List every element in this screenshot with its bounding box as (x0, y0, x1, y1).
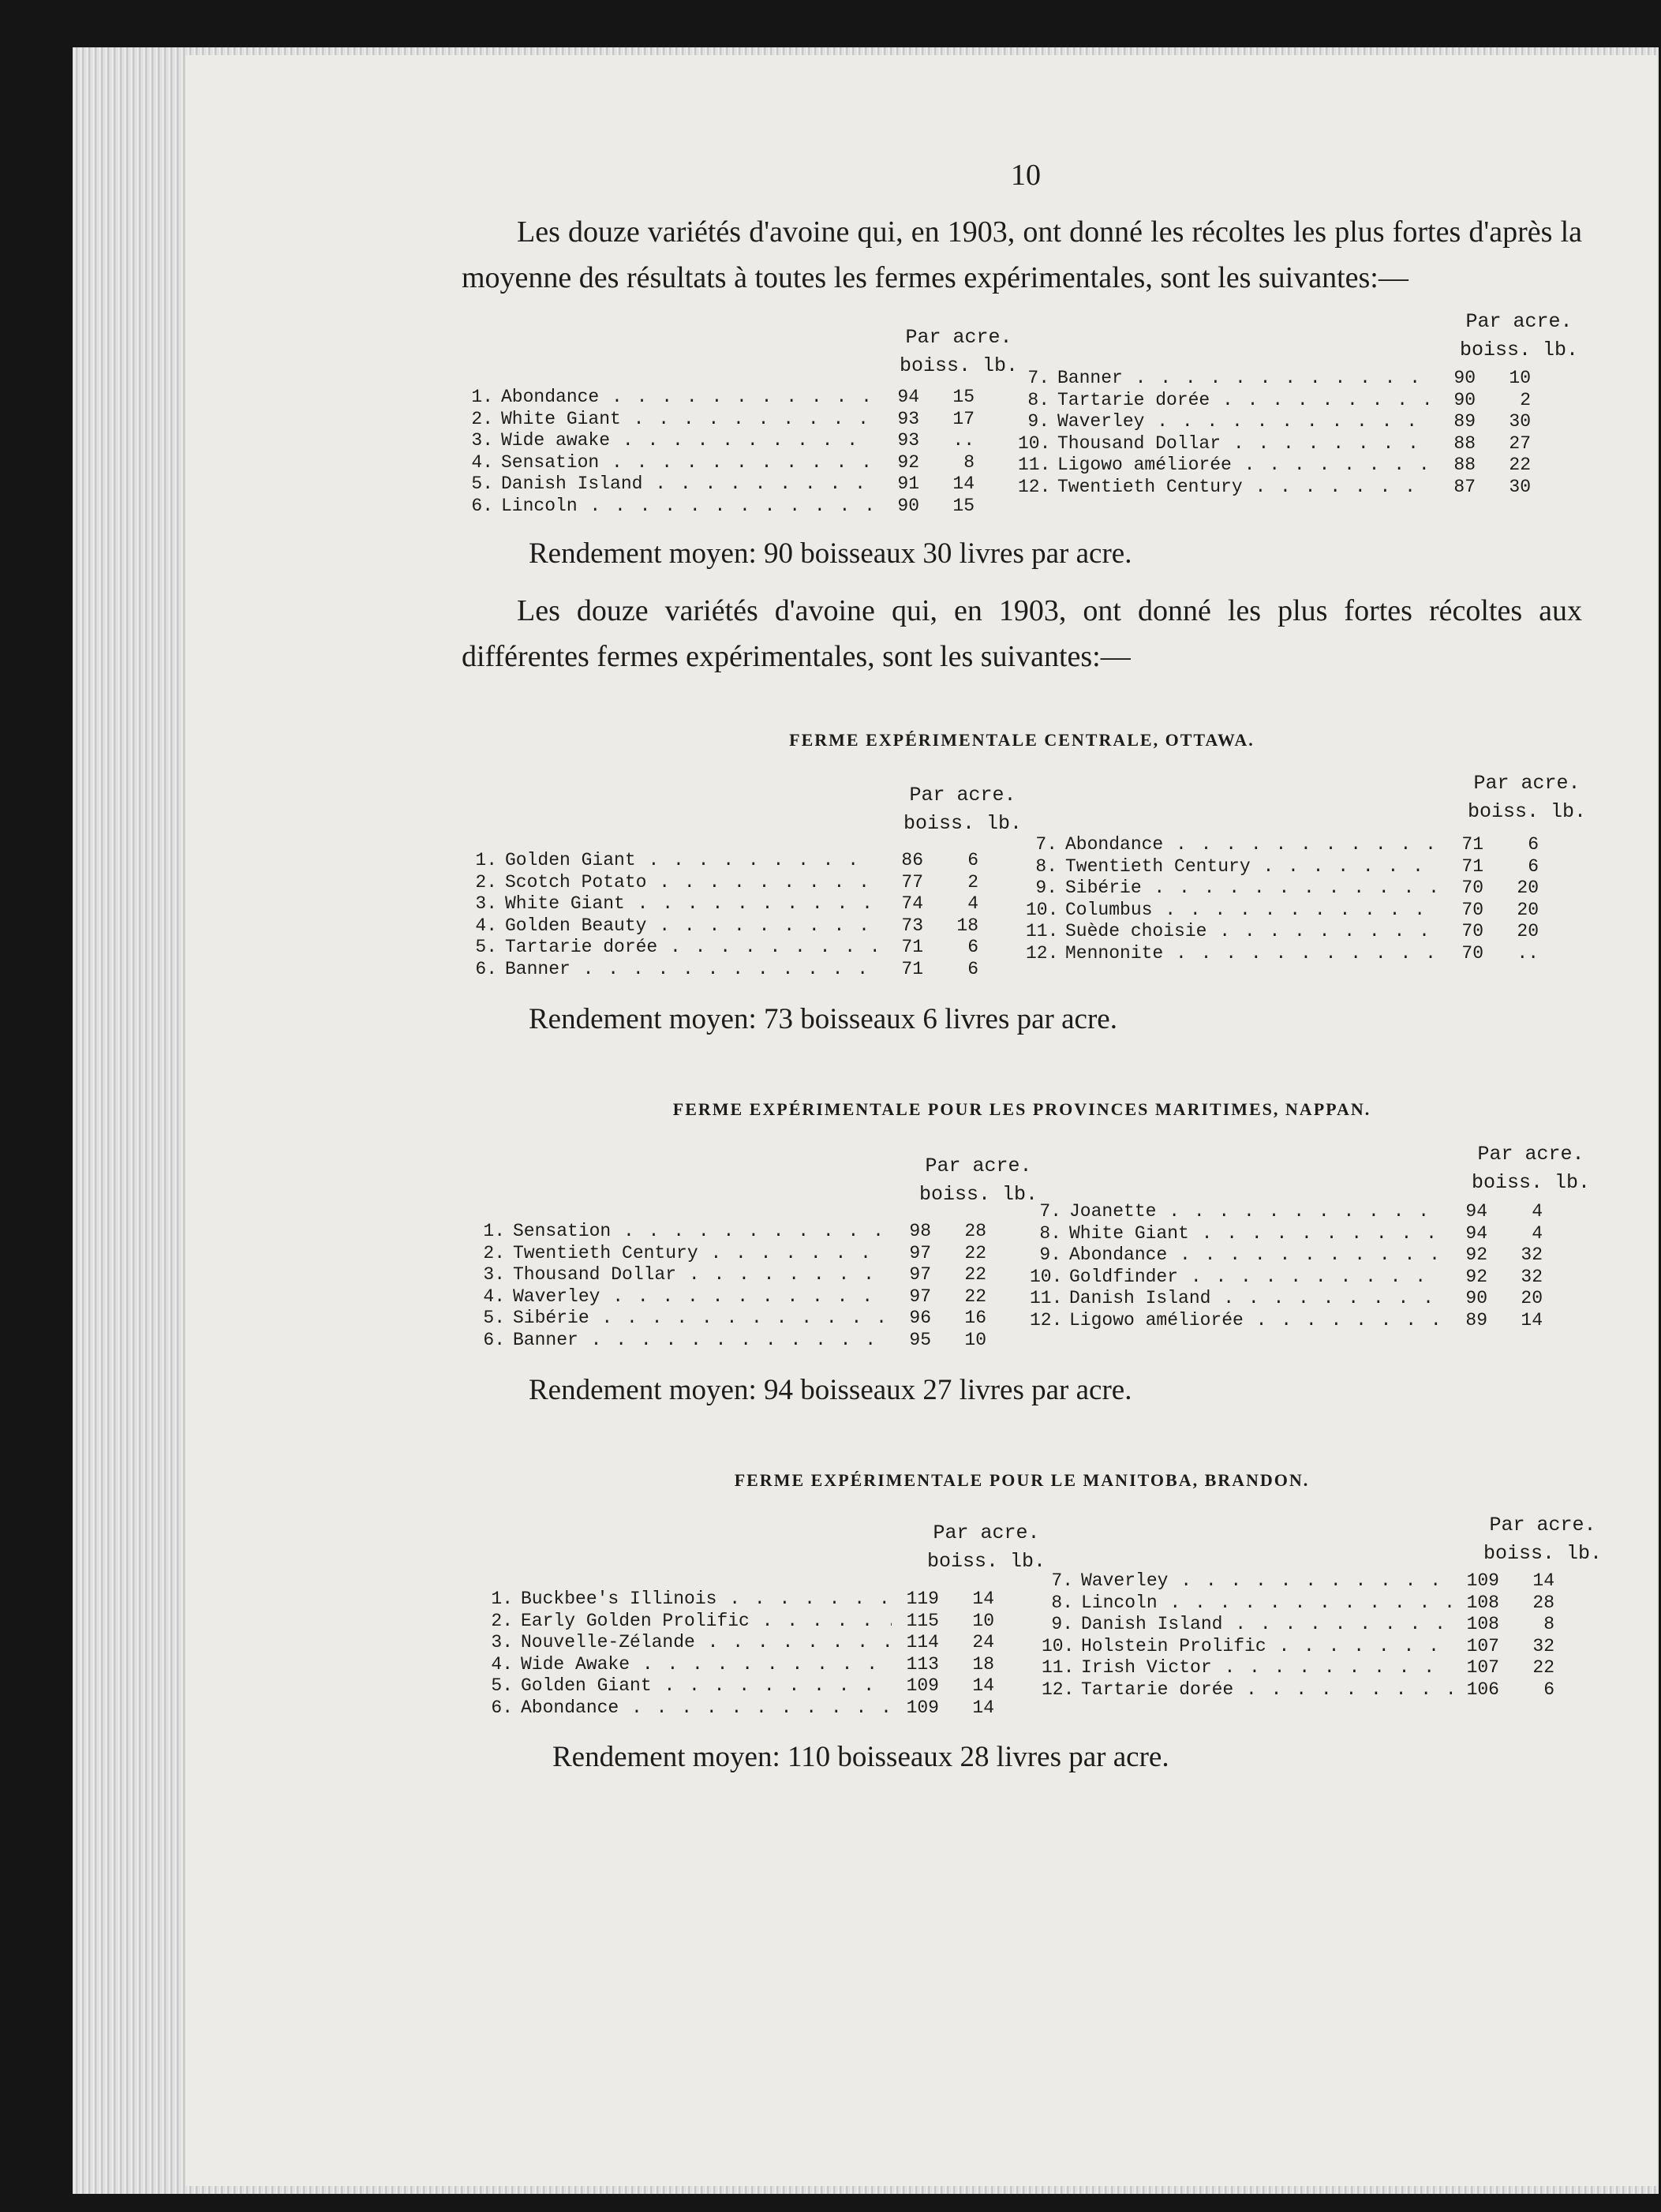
row-number: 3. (491, 1632, 513, 1652)
variety-name: Abondance . . . (1061, 1244, 1440, 1267)
variety-name: Banner . . . (505, 1330, 884, 1352)
variety-name: Wide Awake . . . (513, 1654, 892, 1676)
row-number: 3. (483, 1264, 505, 1285)
lb-value: 24 (972, 1632, 994, 1652)
variety-name: Lincoln . . . (1073, 1593, 1452, 1615)
row-number: 8. (1027, 389, 1049, 410)
variety-name: Twentieth Century . . . (505, 1243, 884, 1265)
boiss-value: 70 (1461, 878, 1483, 898)
variety-name: Tartarie dorée . . . (497, 937, 876, 959)
lb-value: 14 (952, 473, 975, 494)
lb-value: .. (1517, 942, 1539, 964)
lb-value: 27 (1509, 432, 1531, 454)
row-number: 11. (1018, 455, 1051, 475)
variety-table-left (473, 1221, 986, 1351)
boiss-value: 107 (1466, 1635, 1499, 1656)
table-row (1018, 455, 1531, 477)
lb-value: 20 (1517, 878, 1539, 898)
lb-value: 18 (956, 915, 978, 936)
table-row (1030, 1310, 1543, 1332)
table-header-left (927, 1519, 1046, 1576)
variety-table-left (462, 387, 975, 517)
variety-name: Goldfinder . . . (1061, 1267, 1440, 1289)
table-row (1030, 1267, 1543, 1289)
boiss-label: boiss. (1468, 800, 1539, 823)
boiss-label: boiss. (927, 1550, 999, 1573)
row-number: 6. (483, 1329, 505, 1350)
row-number: 11. (1026, 921, 1059, 941)
boiss-value: 94 (897, 387, 919, 407)
row-number: 12. (1030, 1309, 1063, 1331)
table-row (1042, 1636, 1554, 1658)
table-row (466, 893, 978, 915)
lb-value: 14 (972, 1697, 994, 1718)
lb-value: 22 (964, 1242, 986, 1263)
row-number: 11. (1030, 1288, 1063, 1308)
lb-value: 14 (972, 1675, 994, 1696)
row-number: 7. (1039, 1201, 1061, 1222)
second-paragraph: Les douze variétés d'avoine qui, en 1903, ont donné les plus fortes récoltes aux différentes fermes expérimentales, sont les suivantes:— (462, 594, 1582, 673)
row-number: 1. (491, 1589, 513, 1609)
boiss-value: 71 (1461, 834, 1483, 855)
lb-value: 32 (1521, 1244, 1543, 1265)
table-row (462, 496, 975, 518)
lb-value: 22 (1532, 1657, 1554, 1678)
boiss-value: 74 (901, 893, 923, 914)
lb-value: 4 (1532, 1222, 1543, 1244)
average-yield: Rendement moyen: 90 boisseaux 30 livres par acre. (529, 537, 1132, 570)
lb-value: 6 (1528, 834, 1539, 855)
variety-name: Golden Beauty . . . (497, 915, 876, 938)
section-heading: FERME EXPÉRIMENTALE POUR LES PROVINCES MARITIMES, NAPPAN. (672, 1099, 1371, 1119)
variety-name: Mennonite . . . (1057, 943, 1436, 965)
variety-name: White Giant . . . (497, 893, 876, 915)
row-number: 11. (1042, 1657, 1075, 1678)
variety-name: Twentieth Century . . . (1057, 856, 1436, 878)
variety-name: Irish Victor . . . (1073, 1657, 1452, 1679)
lb-value: 14 (1532, 1570, 1554, 1591)
lb-value: 28 (964, 1221, 986, 1241)
row-number: 1. (483, 1221, 505, 1241)
variety-table-right (1018, 368, 1531, 498)
row-number: 12. (1018, 476, 1051, 497)
variety-name: Abondance . . . (513, 1697, 892, 1720)
table-row (1042, 1570, 1554, 1593)
table-header-left (903, 781, 1022, 838)
table-row (1030, 1288, 1543, 1310)
boiss-value: 94 (1465, 1222, 1487, 1244)
table-row (1018, 433, 1531, 455)
table-row (473, 1243, 986, 1265)
boiss-value: 70 (1461, 942, 1483, 964)
lb-value: 2 (1520, 389, 1531, 410)
lb-label: lb. (1542, 339, 1578, 361)
par-acre-label: Par acre. (1477, 1143, 1584, 1166)
table-row (1018, 368, 1531, 390)
par-acre-label: Par acre. (933, 1521, 1040, 1544)
boiss-value: 71 (901, 937, 923, 957)
boiss-value: 97 (909, 1286, 931, 1307)
boiss-value: 108 (1466, 1592, 1499, 1613)
table-header-right (1468, 769, 1586, 826)
variety-table-left (466, 850, 978, 980)
boiss-value: 108 (1466, 1614, 1499, 1634)
lb-value: 22 (1509, 455, 1531, 475)
row-number: 10. (1026, 899, 1059, 920)
boiss-value: 93 (897, 430, 919, 451)
variety-name: Buckbee's Illinois . . . (513, 1589, 892, 1611)
variety-name: Suède choisie . . . (1057, 921, 1436, 943)
boiss-value: 106 (1466, 1679, 1499, 1700)
variety-name: Abondance . . . (493, 387, 872, 409)
variety-name: Sibérie . . . (1057, 878, 1436, 900)
row-number: 2. (483, 1242, 505, 1263)
lb-value: 17 (952, 408, 975, 429)
lb-label: lb. (1001, 1183, 1038, 1206)
variety-name: Ligowo améliorée . . . (1061, 1310, 1440, 1332)
table-row (466, 959, 978, 981)
lb-value: 10 (964, 1329, 986, 1350)
lb-value: 30 (1509, 411, 1531, 432)
boiss-value: 88 (1453, 455, 1476, 475)
lb-value: 14 (1521, 1309, 1543, 1331)
table-row (1026, 921, 1539, 943)
variety-name: Ligowo améliorée . . . (1049, 455, 1428, 477)
table-row (466, 850, 978, 872)
table-row (1018, 477, 1531, 499)
variety-name: Banner . . . (1049, 368, 1428, 390)
row-number: 6. (471, 495, 493, 516)
lb-label: lb. (982, 354, 1018, 377)
variety-name: Twentieth Century . . . (1049, 477, 1428, 499)
row-number: 1. (471, 387, 493, 407)
boiss-value: 88 (1453, 432, 1476, 454)
row-number: 9. (1027, 411, 1049, 432)
boiss-value: 90 (1453, 389, 1476, 410)
variety-name: Early Golden Prolific . . . (513, 1611, 892, 1633)
boiss-value: 89 (1465, 1309, 1487, 1331)
section-heading: FERME EXPÉRIMENTALE CENTRALE, OTTAWA. (789, 730, 1255, 750)
variety-name: Golden Giant . . . (513, 1675, 892, 1697)
table-row (466, 915, 978, 938)
table-header-left (900, 324, 1018, 380)
variety-name: Golden Giant . . . (497, 850, 876, 872)
boiss-value: 107 (1466, 1657, 1499, 1678)
lb-label: lb. (1550, 800, 1586, 823)
lb-value: 6 (967, 958, 978, 979)
variety-name: Wide awake . . . (493, 430, 872, 452)
row-number: 6. (475, 958, 497, 979)
lb-label: lb. (1009, 1550, 1046, 1573)
boiss-value: 93 (897, 408, 919, 429)
table-row (1026, 878, 1539, 900)
boiss-label: boiss. (900, 354, 971, 377)
lb-value: 18 (972, 1653, 994, 1675)
boiss-value: 109 (1466, 1570, 1499, 1591)
boiss-label: boiss. (1460, 339, 1532, 361)
intro-paragraph: Les douze variétés d'avoine qui, en 1903, ont donné les récoltes les plus fortes d'après la moyenne des résultats à toutes les fermes expérimentales, sont les suivantes:— (462, 215, 1582, 294)
variety-table-right (1030, 1201, 1543, 1331)
row-number: 8. (1051, 1592, 1073, 1613)
row-number: 4. (471, 451, 493, 473)
table-row (1026, 943, 1539, 965)
boiss-value: 109 (906, 1675, 939, 1696)
boiss-value: 71 (901, 958, 923, 979)
boiss-label: boiss. (1472, 1171, 1543, 1194)
table-row (1030, 1244, 1543, 1267)
boiss-value: 119 (906, 1589, 939, 1609)
table-row (481, 1632, 994, 1654)
par-acre-label: Par acre. (1489, 1514, 1596, 1536)
table-row (1042, 1614, 1554, 1636)
table-row (466, 872, 978, 894)
row-number: 2. (491, 1610, 513, 1631)
boiss-value: 77 (901, 871, 923, 893)
row-number: 3. (475, 893, 497, 914)
table-row (462, 473, 975, 496)
variety-name: Danish Island . . . (1073, 1614, 1452, 1636)
lb-value: 2 (967, 871, 978, 893)
boiss-value: 89 (1453, 411, 1476, 432)
lb-value: 20 (1521, 1288, 1543, 1308)
row-number: 9. (1051, 1614, 1073, 1634)
table-row (1042, 1679, 1554, 1701)
par-acre-label: Par acre. (1473, 772, 1581, 795)
lb-value: 15 (952, 387, 975, 407)
boiss-value: 94 (1465, 1201, 1487, 1222)
boiss-value: 70 (1461, 899, 1483, 920)
lb-value: 32 (1532, 1635, 1554, 1656)
lb-value: 15 (952, 495, 975, 516)
table-row (1042, 1657, 1554, 1679)
lb-value: 6 (1543, 1679, 1554, 1700)
row-number: 5. (483, 1308, 505, 1328)
row-number: 5. (471, 473, 493, 494)
variety-name: Joanette . . . (1061, 1201, 1440, 1223)
table-row (462, 409, 975, 431)
row-number: 1. (475, 850, 497, 870)
variety-name: Danish Island . . . (493, 473, 872, 496)
table-row (481, 1611, 994, 1633)
variety-name: Tartarie dorée . . . (1049, 390, 1428, 412)
row-number: 3. (471, 430, 493, 451)
table-row (1030, 1201, 1543, 1223)
lb-value: 22 (964, 1286, 986, 1307)
lb-value: 10 (1509, 368, 1531, 388)
table-row (1018, 411, 1531, 433)
row-number: 10. (1018, 432, 1051, 454)
variety-table-right (1026, 834, 1539, 964)
lb-value: 4 (1532, 1201, 1543, 1222)
table-header-left (919, 1152, 1038, 1209)
variety-name: Danish Island . . . (1061, 1288, 1440, 1310)
variety-name: Columbus . . . (1057, 900, 1436, 922)
par-acre-label: Par acre. (1465, 310, 1573, 333)
table-row (462, 430, 975, 452)
variety-name: Tartarie dorée . . . (1073, 1679, 1452, 1701)
variety-name: White Giant . . . (1061, 1223, 1440, 1245)
lb-value: 28 (1532, 1592, 1554, 1613)
lb-value: 32 (1521, 1266, 1543, 1287)
boiss-value: 114 (906, 1632, 939, 1652)
boiss-value: 92 (1465, 1244, 1487, 1265)
table-row (466, 937, 978, 959)
lb-label: lb. (1566, 1542, 1602, 1565)
lb-value: 6 (1528, 855, 1539, 877)
row-number: 4. (483, 1286, 505, 1307)
table-row (481, 1589, 994, 1611)
boiss-value: 113 (906, 1653, 939, 1675)
variety-name: Banner . . . (497, 959, 876, 981)
page-number: 10 (1011, 159, 1041, 192)
boiss-value: 91 (897, 473, 919, 494)
lb-value: 8 (1543, 1614, 1554, 1634)
boiss-value: 96 (909, 1308, 931, 1328)
lb-value: 10 (972, 1610, 994, 1631)
variety-name: Scotch Potato . . . (497, 872, 876, 894)
row-number: 7. (1035, 834, 1057, 855)
lb-value: 6 (967, 850, 978, 870)
row-number: 7. (1051, 1570, 1073, 1591)
boiss-value: 98 (909, 1221, 931, 1241)
variety-name: Waverley . . . (1073, 1570, 1452, 1593)
row-number: 8. (1035, 855, 1057, 877)
lb-value: .. (952, 430, 975, 451)
par-acre-label: Par acre. (909, 784, 1016, 807)
boiss-value: 92 (897, 451, 919, 473)
lb-value: 20 (1517, 921, 1539, 941)
row-number: 10. (1030, 1266, 1063, 1287)
lb-value: 22 (964, 1264, 986, 1285)
lb-value: 14 (972, 1589, 994, 1609)
table-row (481, 1697, 994, 1720)
variety-name: Abondance . . . (1057, 834, 1436, 856)
table-row (481, 1675, 994, 1697)
lb-value: 20 (1517, 899, 1539, 920)
lb-label: lb. (1554, 1171, 1590, 1194)
variety-name: Waverley . . . (505, 1286, 884, 1308)
boiss-value: 97 (909, 1242, 931, 1263)
row-number: 4. (475, 915, 497, 936)
table-row (473, 1330, 986, 1352)
boiss-value: 73 (901, 915, 923, 936)
boiss-value: 71 (1461, 855, 1483, 877)
table-header-right (1460, 308, 1578, 365)
row-number: 12. (1026, 942, 1059, 964)
boiss-label: boiss. (903, 812, 975, 835)
variety-name: Holstein Prolific . . . (1073, 1636, 1452, 1658)
table-row (473, 1308, 986, 1330)
par-acre-label: Par acre. (925, 1155, 1032, 1177)
boiss-value: 95 (909, 1329, 931, 1350)
table-row (481, 1654, 994, 1676)
table-row (1026, 834, 1539, 856)
variety-table-left (481, 1589, 994, 1719)
row-number: 10. (1042, 1635, 1075, 1656)
boiss-value: 90 (897, 495, 919, 516)
table-row (473, 1286, 986, 1308)
average-yield: Rendement moyen: 73 boisseaux 6 livres par acre. (529, 1003, 1117, 1035)
row-number: 2. (471, 408, 493, 429)
variety-name: Sibérie . . . (505, 1308, 884, 1330)
table-row (1026, 900, 1539, 922)
variety-name: Sensation . . . (505, 1221, 884, 1243)
boiss-label: boiss. (919, 1183, 991, 1206)
boiss-value: 86 (901, 850, 923, 870)
row-number: 4. (491, 1653, 513, 1675)
row-number: 2. (475, 871, 497, 893)
table-row (1018, 390, 1531, 412)
boiss-value: 92 (1465, 1266, 1487, 1287)
variety-name: Waverley . . . (1049, 411, 1428, 433)
boiss-value: 97 (909, 1264, 931, 1285)
table-row (1042, 1593, 1554, 1615)
average-yield: Rendement moyen: 110 boisseaux 28 livres par acre. (552, 1741, 1169, 1773)
table-row (462, 452, 975, 474)
lb-value: 16 (964, 1308, 986, 1328)
lb-label: lb. (986, 812, 1022, 835)
boiss-value: 90 (1465, 1288, 1487, 1308)
row-number: 9. (1039, 1244, 1061, 1265)
lb-value: 30 (1509, 476, 1531, 497)
variety-name: Lincoln . . . (493, 496, 872, 518)
boiss-label: boiss. (1483, 1542, 1555, 1565)
variety-table-right (1042, 1570, 1554, 1701)
table-row (1030, 1223, 1543, 1245)
average-yield: Rendement moyen: 94 boisseaux 27 livres par acre. (529, 1374, 1132, 1406)
table-header-right (1483, 1511, 1602, 1568)
row-number: 6. (491, 1697, 513, 1718)
boiss-value: 70 (1461, 921, 1483, 941)
table-row (1026, 856, 1539, 878)
par-acre-label: Par acre. (905, 326, 1012, 349)
row-number: 5. (475, 937, 497, 957)
boiss-value: 109 (906, 1697, 939, 1718)
variety-name: Thousand Dollar . . . (505, 1264, 884, 1286)
row-number: 12. (1042, 1679, 1075, 1700)
row-number: 5. (491, 1675, 513, 1696)
lb-value: 6 (967, 937, 978, 957)
table-row (473, 1264, 986, 1286)
variety-name: White Giant . . . (493, 409, 872, 431)
boiss-value: 115 (906, 1610, 939, 1631)
boiss-value: 87 (1453, 476, 1476, 497)
table-row (473, 1221, 986, 1243)
variety-name: Sensation . . . (493, 452, 872, 474)
table-row (462, 387, 975, 409)
variety-name: Nouvelle-Zélande . . . (513, 1632, 892, 1654)
row-number: 8. (1039, 1222, 1061, 1244)
lb-value: 8 (963, 451, 975, 473)
table-header-right (1472, 1140, 1590, 1197)
row-number: 7. (1027, 368, 1049, 388)
section-heading: FERME EXPÉRIMENTALE POUR LE MANITOBA, BRANDON. (734, 1470, 1310, 1490)
row-number: 9. (1035, 878, 1057, 898)
boiss-value: 90 (1453, 368, 1476, 388)
variety-name: Thousand Dollar . . . (1049, 433, 1428, 455)
lb-value: 4 (967, 893, 978, 914)
